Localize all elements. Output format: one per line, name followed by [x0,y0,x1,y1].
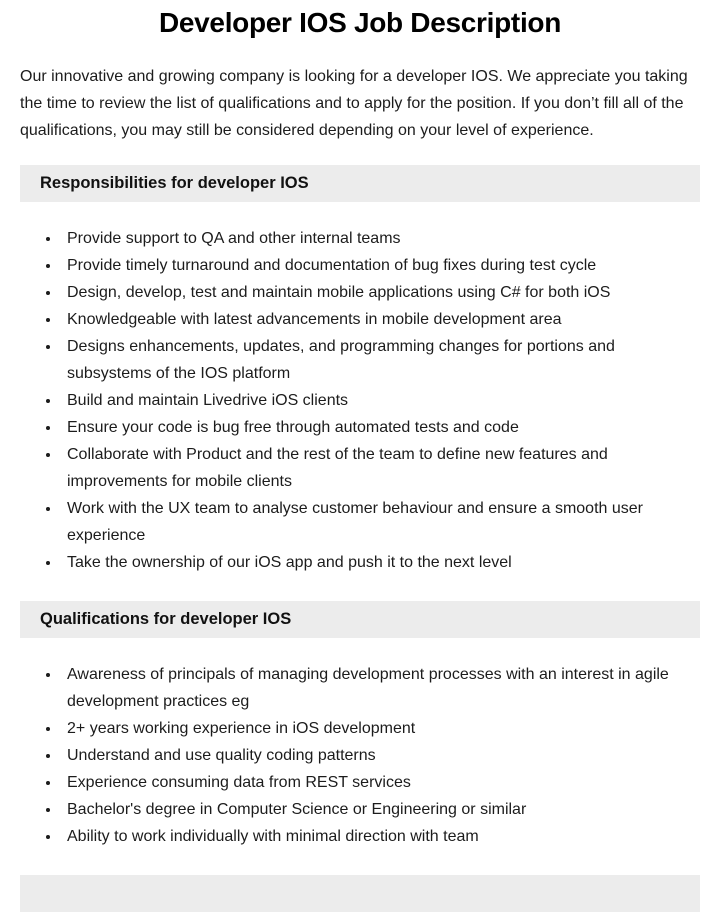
list-item: • 2+ years working experience in iOS development [61,715,700,742]
list-item: • Ensure your code is bug free through automated tests and code [61,414,700,441]
section-header-qualifications [20,601,700,638]
intro-paragraph: Our innovative and growing company is looking for a developer IOS. We appreciate you taking the time to review the list of qualifications and to apply for the position. If you don’t fill all of the qualifications, you may still be considered depending on your level of experience. [20,68,688,139]
job-description-document [0,7,720,912]
section-heading-text: Responsibilities for developer IOS [40,174,309,192]
section-heading-text: Qualifications for developer IOS [40,610,292,628]
section-header-responsibilities [20,165,700,202]
list-item: • Experience consuming data from REST services [61,769,700,796]
list-item: • Knowledgeable with latest advancements in mobile development area [61,306,700,333]
list-item: • Bachelor's degree in Computer Science or Engineering or similar [61,796,700,823]
list-item: • Designs enhancements, updates, and programming changes for portions and subsystems of the IOS platform [61,333,700,387]
list-item: • Provide timely turnaround and documentation of bug fixes during test cycle [61,252,700,279]
list-item: • Ability to work individually with minimal direction with team [61,823,700,850]
page-title: Developer IOS Job Description [158,7,562,38]
list-item: • Provide support to QA and other internal teams [61,225,700,252]
qualifications-list [20,661,700,850]
list-item: • Build and maintain Livedrive iOS clients [61,387,700,414]
responsibilities-list [20,225,700,576]
list-item: • Work with the UX team to analyse customer behaviour and ensure a smooth user experience [61,495,700,549]
list-item: • Design, develop, test and maintain mobile applications using C# for both iOS [61,279,700,306]
list-item: • Awareness of principals of managing development processes with an interest in agile development practices eg [61,661,700,715]
list-item: • Understand and use quality coding patterns [61,742,700,769]
list-item: • Collaborate with Product and the rest of the team to define new features and improvements for mobile clients [61,441,700,495]
list-item: • Take the ownership of our iOS app and push it to the next level [61,549,700,576]
